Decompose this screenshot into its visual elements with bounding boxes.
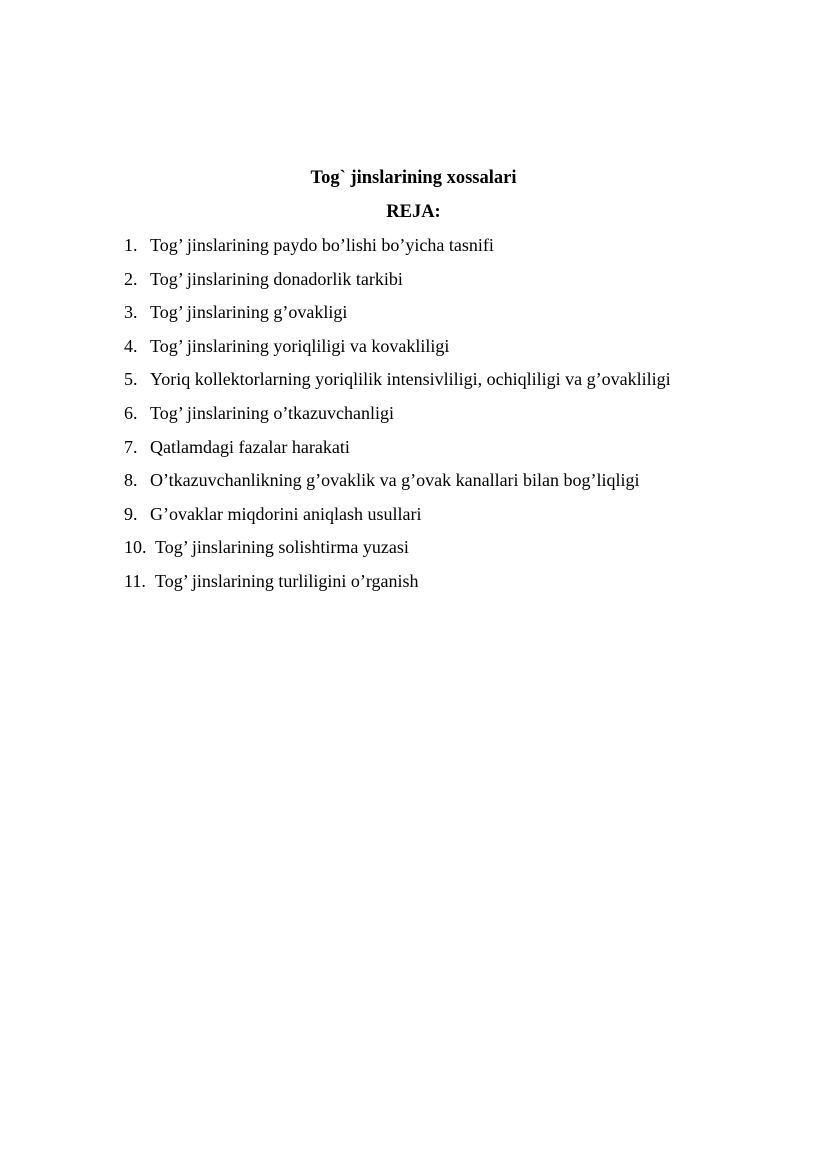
plan-item-text: Tog’ jinslarining paydo bo’lishi bo’yicha tasnifi [150,235,494,255]
plan-item [124,401,804,435]
plan-item-text: Tog’ jinslarining o’tkazuvchanligi [150,402,395,423]
plan-item-text: Tog’ jinslarining g’ovakligi [150,302,348,323]
plan-item-text: G’ovaklar miqdorini aniqlash usullari [150,503,422,524]
plan-heading: REJA: [386,202,441,222]
plan-item-number: 5. [124,369,138,390]
plan-item-text: Tog’ jinslarining solishtirma yuzasi [155,537,409,558]
plan-item-number: 9. [124,503,138,524]
plan-item-text: O’tkazuvchanlikning g’ovaklik va g’ovak kanallari bilan bog’liqligi [150,470,640,491]
plan-item-number: 11. [124,570,146,591]
plan-item-text: Qatlamdagi fazalar harakati [150,436,350,457]
plan-item [124,569,804,603]
plan-item-text: Tog’ jinslarining donadorlik tarkibi [150,268,403,289]
plan-item-text: Tog’ jinslarining turliligini o’rganish [155,570,419,591]
plan-item [124,502,804,536]
plan-item [124,468,804,502]
plan-item-number: 10. [124,537,147,558]
plan-item-number: 8. [124,470,138,491]
plan-item-number: 4. [124,335,138,356]
plan-item-number: 6. [124,402,138,423]
plan-item [124,367,804,401]
plan-item [124,334,804,368]
plan-item [124,535,804,569]
plan-item [124,233,804,267]
plan-list [124,233,804,603]
plan-item [124,300,804,334]
plan-item-number: 1. [124,235,138,255]
plan-item [124,267,804,301]
document-title: Tog` jinslarining xossalari [310,168,517,188]
plan-item-text: Yoriq kollektorlarning yoriqlilik intensivliligi, ochiqliligi va g’ovakliligi [150,369,671,390]
plan-item-number: 2. [124,268,138,289]
plan-item-number: 7. [124,436,138,457]
plan-item-number: 3. [124,302,138,323]
plan-item [124,435,804,469]
plan-item-text: Tog’ jinslarining yoriqliligi va kovakliligi [150,335,450,356]
